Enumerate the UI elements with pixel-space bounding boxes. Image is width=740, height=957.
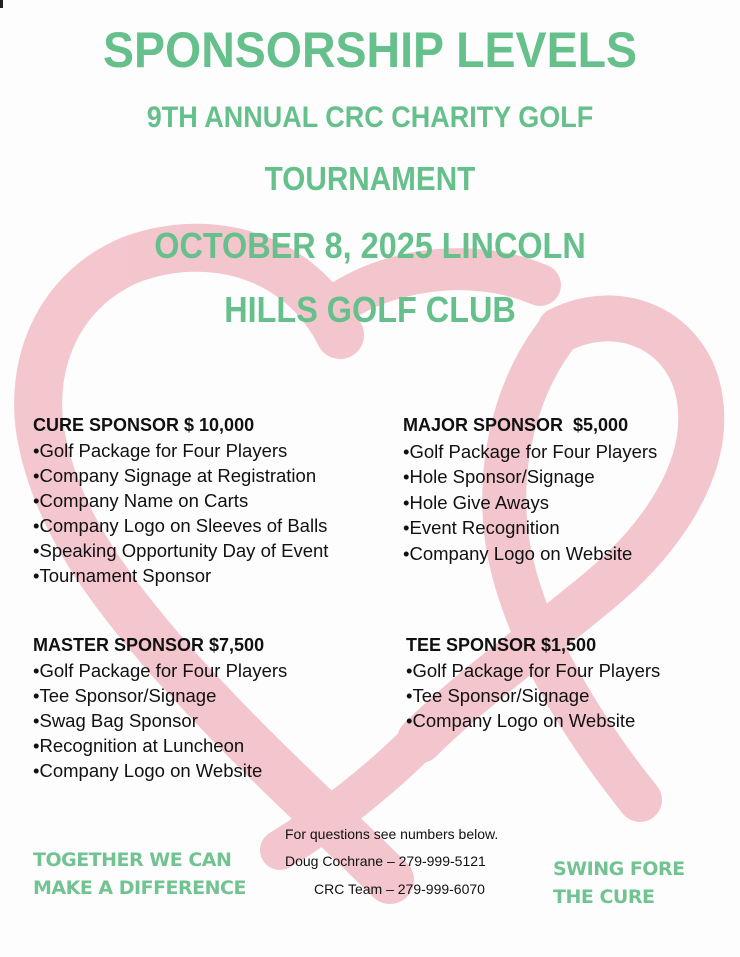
level-heading: CURE SPONSOR $ 10,000 [33, 415, 255, 435]
benefit-list [33, 658, 287, 783]
level-heading: MASTER SPONSOR $7,500 [33, 635, 265, 655]
benefit-item: •Hole Give Aways [403, 491, 549, 513]
slogan-swing-fore [553, 855, 685, 911]
benefit-item: •Company Logo on Website [33, 760, 263, 781]
sponsor-level-master [33, 633, 287, 783]
slogan-line: SWING FORE [553, 858, 685, 880]
benefit-item: •Tee Sponsor/Signage [33, 685, 217, 706]
level-heading: TEE SPONSOR $1,500 [406, 635, 597, 655]
benefit-item: •Tee Sponsor/Signage [406, 685, 590, 706]
contact-intro: For questions see numbers below. [285, 826, 499, 842]
benefit-item: •Event Recognition [403, 517, 560, 538]
benefit-item: •Golf Package for Four Players [33, 440, 288, 461]
event-date-venue-line2: HILLS GOLF CLUB [224, 289, 516, 330]
benefit-item: •Hole Sponsor/Signage [403, 466, 595, 487]
event-date-venue-line1: OCTOBER 8, 2025 LINCOLN [154, 225, 586, 266]
level-heading: MAJOR SPONSOR $5,000 [403, 415, 629, 435]
benefit-item: •Golf Package for Four Players [403, 440, 658, 462]
benefit-item: •Company Logo on Website [403, 542, 633, 564]
scan-mark [0, 0, 3, 8]
event-name-line1: 9TH ANNUAL CRC CHARITY GOLF [146, 101, 594, 134]
sponsor-level-tee [406, 633, 660, 733]
page-title: SPONSORSHIP LEVELS [102, 22, 638, 78]
contact-doug: Doug Cochrane – 279-999-5121 [285, 853, 486, 869]
benefit-list [406, 658, 660, 733]
benefit-list [403, 439, 657, 567]
sponsor-level-major [403, 413, 657, 566]
benefit-item: •Recognition at Luncheon [33, 735, 245, 756]
benefit-item: •Company Logo on Website [406, 710, 636, 731]
contact-crc-team: CRC Team – 279-999-6070 [314, 881, 485, 897]
benefit-item: •Golf Package for Four Players [406, 660, 661, 681]
benefit-item: •Tournament Sponsor [33, 565, 212, 586]
slogan-together [33, 846, 246, 902]
benefit-item: •Company Name on Carts [33, 490, 249, 511]
benefit-item: •Speaking Opportunity Day of Event [33, 540, 329, 561]
benefit-item: •Company Logo on Sleeves of Balls [33, 515, 328, 536]
slogan-line: TOGETHER WE CAN [33, 849, 232, 871]
benefit-item: •Golf Package for Four Players [33, 660, 288, 681]
slogan-line: MAKE A DIFFERENCE [33, 877, 246, 899]
benefit-item: •Company Signage at Registration [33, 465, 317, 486]
benefit-list [33, 438, 328, 588]
benefit-item: •Swag Bag Sponsor [33, 710, 198, 731]
event-name-line2: TOURNAMENT [264, 160, 476, 197]
slogan-line: THE CURE [553, 886, 655, 908]
sponsor-level-cure [33, 413, 328, 588]
